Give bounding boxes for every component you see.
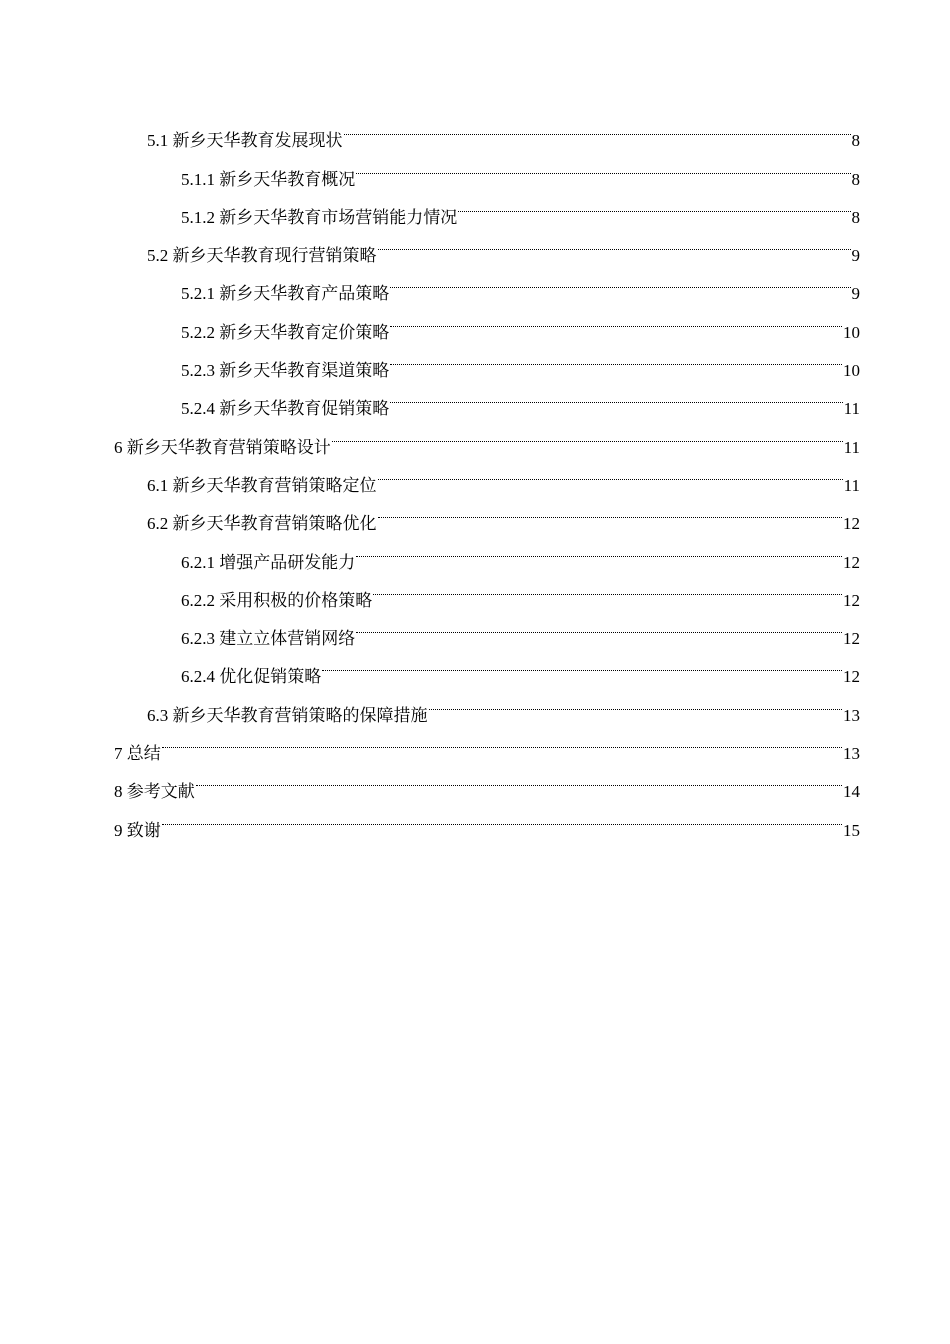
toc-entry-title: 5.2 新乡天华教育现行营销策略: [147, 246, 377, 266]
toc-page-number: 11: [843, 399, 860, 419]
toc-page-number: 12: [843, 552, 860, 572]
toc-entry-title: 5.2.1 新乡天华教育产品策略: [181, 284, 390, 304]
toc-dot-leader: [322, 644, 842, 682]
toc-dot-leader: [390, 261, 850, 299]
toc-entry[interactable]: [114, 108, 860, 151]
table-of-contents: [114, 108, 860, 840]
toc-entry[interactable]: [114, 759, 860, 802]
toc-page-number: 13: [843, 705, 860, 725]
toc-entry-title: 5.2.3 新乡天华教育渠道策略: [181, 361, 390, 381]
toc-entry-title: 6.2.4 优化促销策略: [181, 667, 322, 687]
toc-entry[interactable]: [114, 797, 860, 840]
toc-page-number: 12: [843, 590, 860, 610]
toc-entry-title: 8 参考文献: [114, 782, 195, 802]
toc-dot-leader: [356, 606, 842, 644]
toc-page-number: 11: [843, 475, 860, 495]
toc-entry-title: 6 新乡天华教育营销策略设计: [114, 437, 331, 457]
toc-dot-leader: [373, 568, 842, 606]
toc-page-number: 9: [851, 284, 860, 304]
toc-entry-title: 6.3 新乡天华教育营销策略的保障措施: [147, 705, 428, 725]
toc-page-number: 10: [843, 322, 860, 342]
toc-entry-title: 9 致谢: [114, 820, 161, 840]
toc-entry[interactable]: [114, 721, 860, 764]
toc-dot-leader: [162, 797, 842, 835]
toc-entry-title: 5.1.1 新乡天华教育概况: [181, 169, 356, 189]
toc-page-number: 14: [843, 782, 860, 802]
toc-dot-leader: [378, 453, 843, 491]
toc-entry-title: 6.2 新乡天华教育营销策略优化: [147, 514, 377, 534]
toc-page-number: 12: [843, 514, 860, 534]
toc-page-number: 11: [843, 437, 860, 457]
toc-page-number: 12: [843, 629, 860, 649]
toc-dot-leader: [458, 185, 850, 223]
toc-page-number: 9: [851, 246, 860, 266]
toc-entry-title: 7 总结: [114, 744, 161, 764]
toc-entry-title: 6.2.3 建立立体营销网络: [181, 629, 356, 649]
toc-page-number: 10: [843, 361, 860, 381]
toc-dot-leader: [332, 414, 843, 452]
toc-page-number: 12: [843, 667, 860, 687]
toc-dot-leader: [390, 299, 842, 337]
toc-entry-title: 6.1 新乡天华教育营销策略定位: [147, 475, 377, 495]
toc-page-number: 8: [851, 207, 860, 227]
toc-dot-leader: [378, 223, 851, 261]
toc-page-number: 13: [843, 744, 860, 764]
toc-entry-title: 6.2.2 采用积极的价格策略: [181, 590, 373, 610]
toc-entry-title: 5.2.2 新乡天华教育定价策略: [181, 322, 390, 342]
toc-entry-title: 6.2.1 增强产品研发能力: [181, 552, 356, 572]
toc-page-number: 8: [851, 169, 860, 189]
toc-dot-leader: [344, 108, 851, 146]
toc-dot-leader: [196, 759, 842, 797]
toc-page-number: 15: [843, 820, 860, 840]
toc-dot-leader: [162, 721, 842, 759]
toc-dot-leader: [390, 376, 842, 414]
toc-entry-title: 5.1 新乡天华教育发展现状: [147, 131, 343, 151]
toc-dot-leader: [356, 529, 842, 567]
toc-dot-leader: [378, 491, 843, 529]
toc-dot-leader: [429, 682, 843, 720]
toc-dot-leader: [356, 146, 850, 184]
toc-page-number: 8: [851, 131, 860, 151]
toc-dot-leader: [390, 338, 842, 376]
toc-entry-title: 5.1.2 新乡天华教育市场营销能力情况: [181, 207, 458, 227]
toc-entry-title: 5.2.4 新乡天华教育促销策略: [181, 399, 390, 419]
